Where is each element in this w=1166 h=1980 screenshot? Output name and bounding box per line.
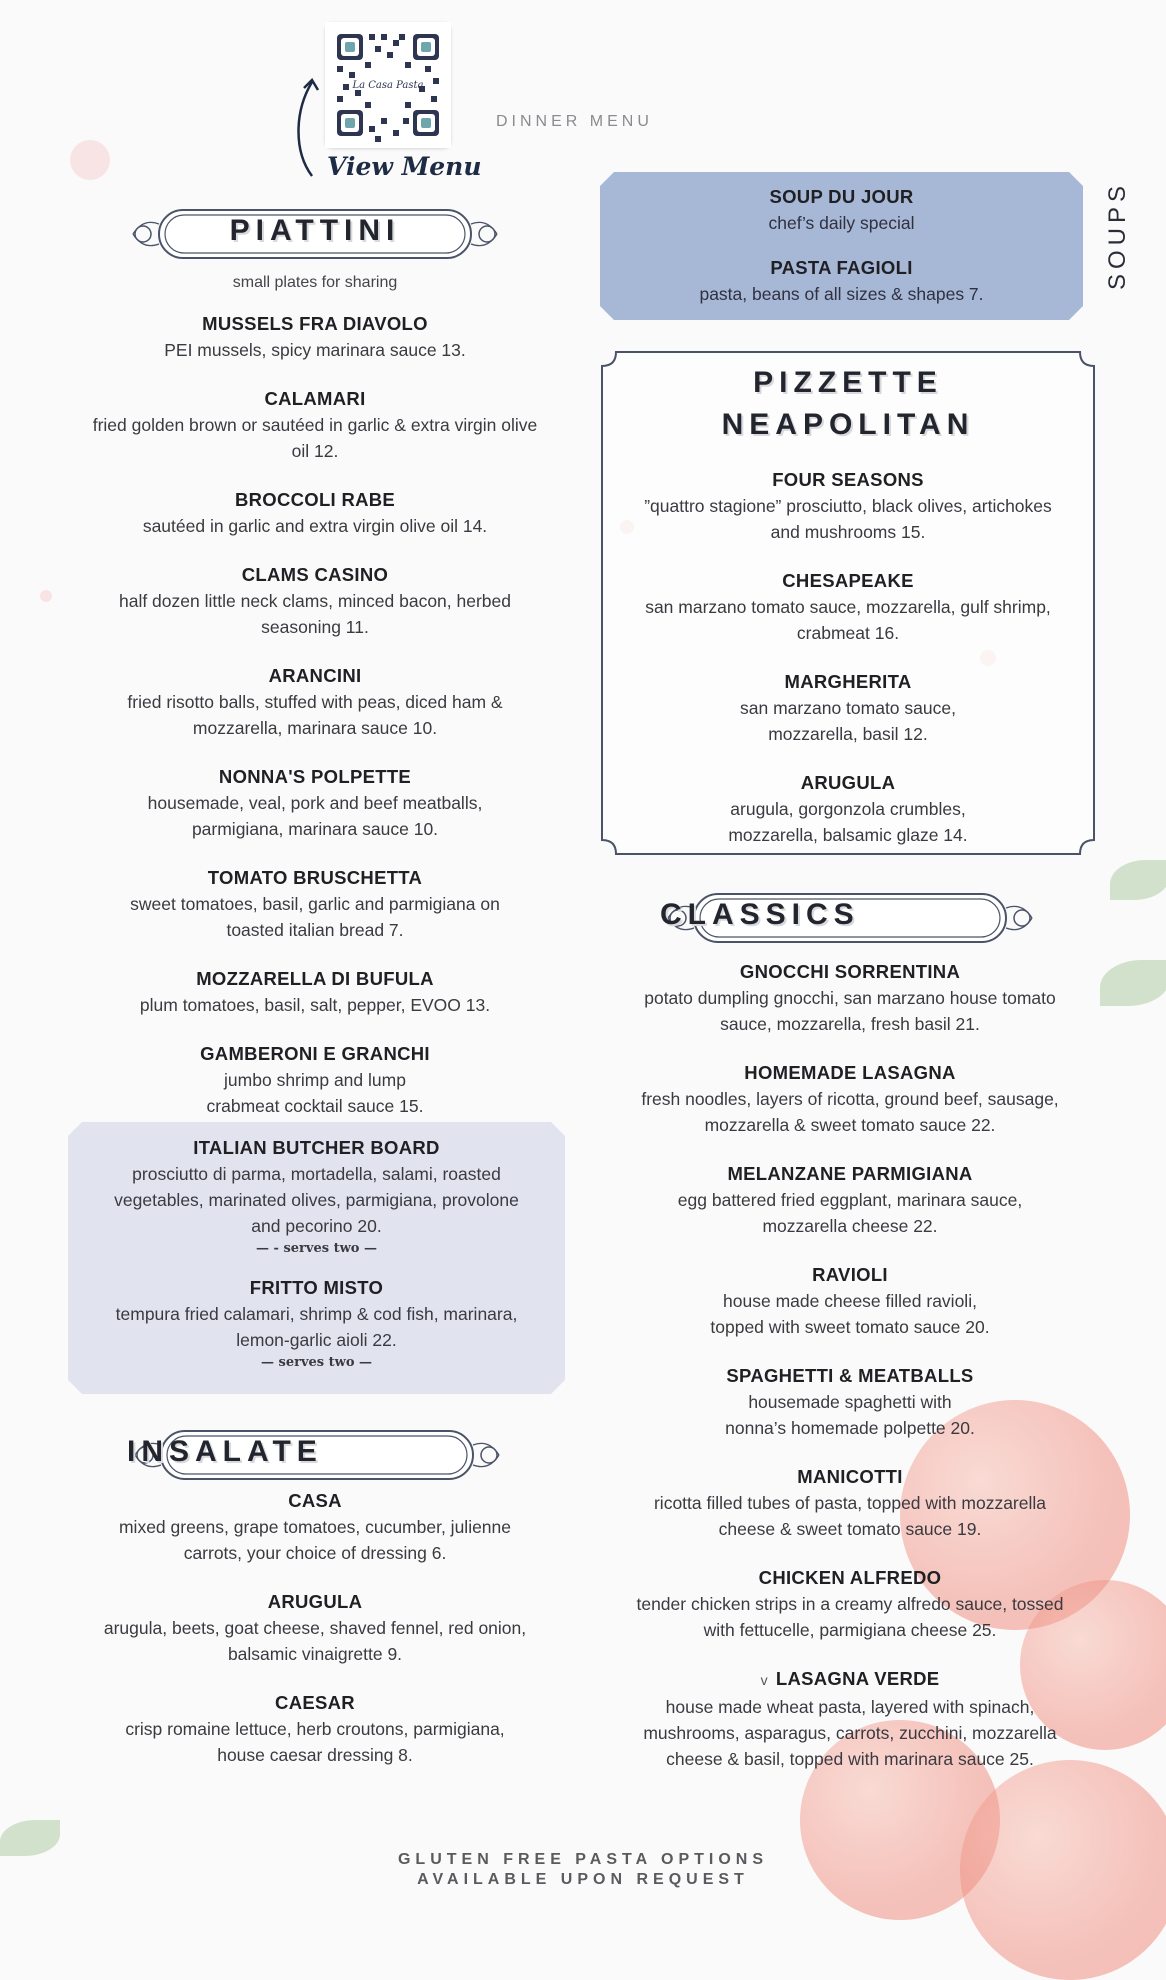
item-description: arugula, gorgonzola crumbles, mozzarella, balsamic glaze 14. bbox=[728, 799, 968, 845]
item-name: FOUR SEASONS bbox=[772, 469, 924, 490]
item-name: SOUP DU JOUR bbox=[769, 186, 914, 207]
menu-item bbox=[612, 466, 1084, 545]
item-name: ARUGULA bbox=[267, 1591, 363, 1612]
curved-arrow-icon bbox=[290, 72, 330, 182]
item-description: sautéed in garlic and extra virgin olive oil 14. bbox=[142, 516, 488, 536]
menu-item bbox=[620, 1362, 1080, 1441]
item-name: GNOCCHI SORRENTINA bbox=[739, 961, 961, 982]
vegetarian-mark: v bbox=[760, 1672, 768, 1688]
item-description: san marzano tomato sauce, mozzarella, gulf shrimp, crabmeat 16. bbox=[645, 597, 1051, 643]
classics-banner bbox=[660, 884, 1040, 952]
section-title: CLASSICS bbox=[660, 898, 860, 931]
item-description: house made wheat pasta, layered with spinach, mushrooms, asparagus, carrots, zucchini, mozzarella cheese & basil, topped with marinara sauce 25. bbox=[643, 1697, 1057, 1769]
item-name: ARANCINI bbox=[268, 665, 362, 686]
item-description: fresh noodles, layers of ricotta, ground beef, sausage, mozzarella & sweet tomato sauce 22. bbox=[641, 1089, 1059, 1135]
item-description: mixed greens, grape tomatoes, cucumber, julienne carrots, your choice of dressing 6. bbox=[118, 1517, 512, 1563]
qr-logo-text: La Casa Pasta bbox=[352, 80, 424, 91]
item-name: RAVIOLI bbox=[812, 1264, 888, 1285]
menu-item bbox=[70, 1487, 560, 1566]
item-description: plum tomatoes, basil, salt, pepper, EVOO 13. bbox=[139, 995, 491, 1015]
item-name: LASAGNA VERDE bbox=[775, 1668, 940, 1689]
piattini-banner bbox=[125, 200, 505, 268]
item-description: fried risotto balls, stuffed with peas, diced ham & mozzarella, marinara sauce 10. bbox=[127, 692, 503, 738]
serves-note: — serves two — bbox=[260, 1355, 373, 1370]
item-description: house made cheese filled ravioli, topped with sweet tomato sauce 20. bbox=[710, 1291, 990, 1337]
item-description: potato dumpling gnocchi, san marzano house tomato sauce, mozzarella, fresh basil 21. bbox=[644, 988, 1056, 1034]
menu-item bbox=[612, 769, 1084, 848]
item-name: MUSSELS FRA DIAVOLO bbox=[202, 313, 428, 334]
basil-leaf-illustration bbox=[1100, 960, 1166, 1006]
section-title-line: NEAPOLITAN bbox=[721, 408, 975, 441]
piattini-section bbox=[70, 200, 560, 1141]
soups-vertical-label: SOUPS bbox=[1104, 180, 1131, 290]
item-name: MOZZARELLA DI BUFULA bbox=[196, 968, 434, 989]
item-name: TOMATO BRUSCHETTA bbox=[207, 867, 423, 888]
section-title: INSALATE bbox=[127, 1435, 323, 1468]
item-description: ricotta filled tubes of pasta, topped with mozzarella cheese & sweet tomato sauce 19. bbox=[653, 1493, 1046, 1539]
item-description: chef’s daily special bbox=[768, 213, 915, 233]
item-name: ARUGULA bbox=[800, 772, 896, 793]
menu-item bbox=[70, 385, 560, 464]
menu-item bbox=[620, 1059, 1080, 1138]
menu-item bbox=[600, 254, 1083, 307]
menu-item bbox=[612, 567, 1084, 646]
menu-item bbox=[68, 1134, 565, 1256]
item-description: sweet tomatoes, basil, garlic and parmigiana on toasted italian bread 7. bbox=[130, 894, 500, 940]
item-name: FRITTO MISTO bbox=[249, 1277, 384, 1298]
item-name: CLAMS CASINO bbox=[241, 564, 389, 585]
qr-code-graphic bbox=[325, 22, 451, 148]
section-title-line: PIZZETTE bbox=[753, 366, 943, 399]
item-name: PASTA FAGIOLI bbox=[770, 257, 913, 278]
item-description: housemade, veal, pork and beef meatballs, parmigiana, marinara sauce 10. bbox=[147, 793, 483, 839]
menu-item bbox=[70, 486, 560, 539]
menu-item bbox=[70, 864, 560, 943]
item-description: tender chicken strips in a creamy alfredo sauce, tossed with fettucelle, parmigiana cheese 25. bbox=[636, 1594, 1064, 1640]
basil-leaf-illustration bbox=[1110, 860, 1166, 900]
menu-item bbox=[620, 1160, 1080, 1239]
footer-line: GLUTEN FREE PASTA OPTIONS bbox=[397, 1851, 769, 1868]
sharing-items bbox=[68, 1134, 565, 1392]
item-name: CHICKEN ALFREDO bbox=[758, 1567, 942, 1588]
menu-item bbox=[68, 1274, 565, 1370]
item-name-row bbox=[620, 1665, 1080, 1694]
menu-item bbox=[612, 668, 1084, 747]
item-name: MARGHERITA bbox=[784, 671, 912, 692]
item-description: pasta, beans of all sizes & shapes 7. bbox=[699, 284, 984, 304]
menu-item bbox=[620, 1261, 1080, 1340]
item-name: CASA bbox=[288, 1490, 342, 1511]
item-description: half dozen little neck clams, minced bacon, herbed seasoning 11. bbox=[118, 591, 512, 637]
item-description: arugula, beets, goat cheese, shaved fennel, red onion, balsamic vinaigrette 9. bbox=[103, 1618, 527, 1664]
menu-item bbox=[70, 1588, 560, 1667]
item-description: PEI mussels, spicy marinara sauce 13. bbox=[164, 340, 466, 360]
item-name: HOMEMADE LASAGNA bbox=[744, 1062, 956, 1083]
menu-item bbox=[620, 958, 1080, 1037]
item-description: fried golden brown or sautéed in garlic & extra virgin olive oil 12. bbox=[92, 415, 538, 461]
pizzette-title bbox=[600, 362, 1096, 446]
qr-code[interactable] bbox=[325, 22, 451, 148]
insalate-banner bbox=[127, 1421, 507, 1489]
menu-item bbox=[620, 1564, 1080, 1643]
gluten-free-note bbox=[0, 1850, 1166, 1890]
menu-item bbox=[70, 310, 560, 363]
item-description: ”quattro stagione” prosciutto, black olives, artichokes and mushrooms 15. bbox=[644, 496, 1052, 542]
item-description: prosciutto di parma, mortadella, salami, roasted vegetables, marinated olives, parmigiana, provolone and pecorino 20. bbox=[114, 1164, 519, 1236]
menu-item bbox=[70, 1689, 560, 1768]
item-name: MANICOTTI bbox=[797, 1466, 903, 1487]
page-title: DINNER MENU bbox=[496, 113, 653, 130]
view-menu-caption: View Menu bbox=[327, 152, 482, 181]
item-name: ITALIAN BUTCHER BOARD bbox=[193, 1137, 440, 1158]
menu-item bbox=[70, 561, 560, 640]
pizzette-section bbox=[612, 466, 1084, 870]
menu-item bbox=[70, 763, 560, 842]
item-name: CALAMARI bbox=[264, 388, 366, 409]
footer-line: AVAILABLE UPON REQUEST bbox=[417, 1871, 749, 1888]
item-description: tempura fried calamari, shrimp & cod fish, marinara, lemon-garlic aioli 22. bbox=[115, 1304, 518, 1350]
item-description: jumbo shrimp and lump crabmeat cocktail sauce 15. bbox=[206, 1070, 424, 1116]
menu-item bbox=[620, 1463, 1080, 1542]
item-description: san marzano tomato sauce, mozzarella, basil 12. bbox=[740, 698, 956, 744]
item-name: NONNA'S POLPETTE bbox=[218, 766, 412, 787]
menu-item bbox=[70, 662, 560, 741]
item-name: CHESAPEAKE bbox=[782, 570, 914, 591]
item-name: SPAGHETTI & MEATBALLS bbox=[726, 1365, 974, 1386]
item-name: GAMBERONI E GRANCHI bbox=[200, 1043, 430, 1064]
menu-item bbox=[70, 1040, 560, 1119]
section-title: PIATTINI bbox=[229, 214, 401, 247]
insalate-section bbox=[70, 1487, 560, 1790]
soups-section bbox=[600, 183, 1083, 325]
item-name: CAESAR bbox=[275, 1692, 355, 1713]
classics-section bbox=[620, 958, 1080, 1794]
item-description: egg battered fried eggplant, marinara sauce, mozzarella cheese 22. bbox=[677, 1190, 1023, 1236]
watercolor-splash bbox=[40, 590, 52, 602]
item-description: crisp romaine lettuce, herb croutons, parmigiana, house caesar dressing 8. bbox=[125, 1719, 505, 1765]
item-description: housemade spaghetti with nonna’s homemade polpette 20. bbox=[725, 1392, 975, 1438]
menu-item bbox=[620, 1665, 1080, 1772]
item-name: MELANZANE PARMIGIANA bbox=[727, 1163, 973, 1184]
section-subtitle: small plates for sharing bbox=[232, 274, 398, 291]
item-name: BROCCOLI RABE bbox=[234, 489, 396, 510]
menu-item bbox=[70, 965, 560, 1018]
menu-item bbox=[600, 183, 1083, 236]
watercolor-splash bbox=[70, 140, 110, 180]
serves-note: — - serves two — bbox=[256, 1241, 377, 1256]
